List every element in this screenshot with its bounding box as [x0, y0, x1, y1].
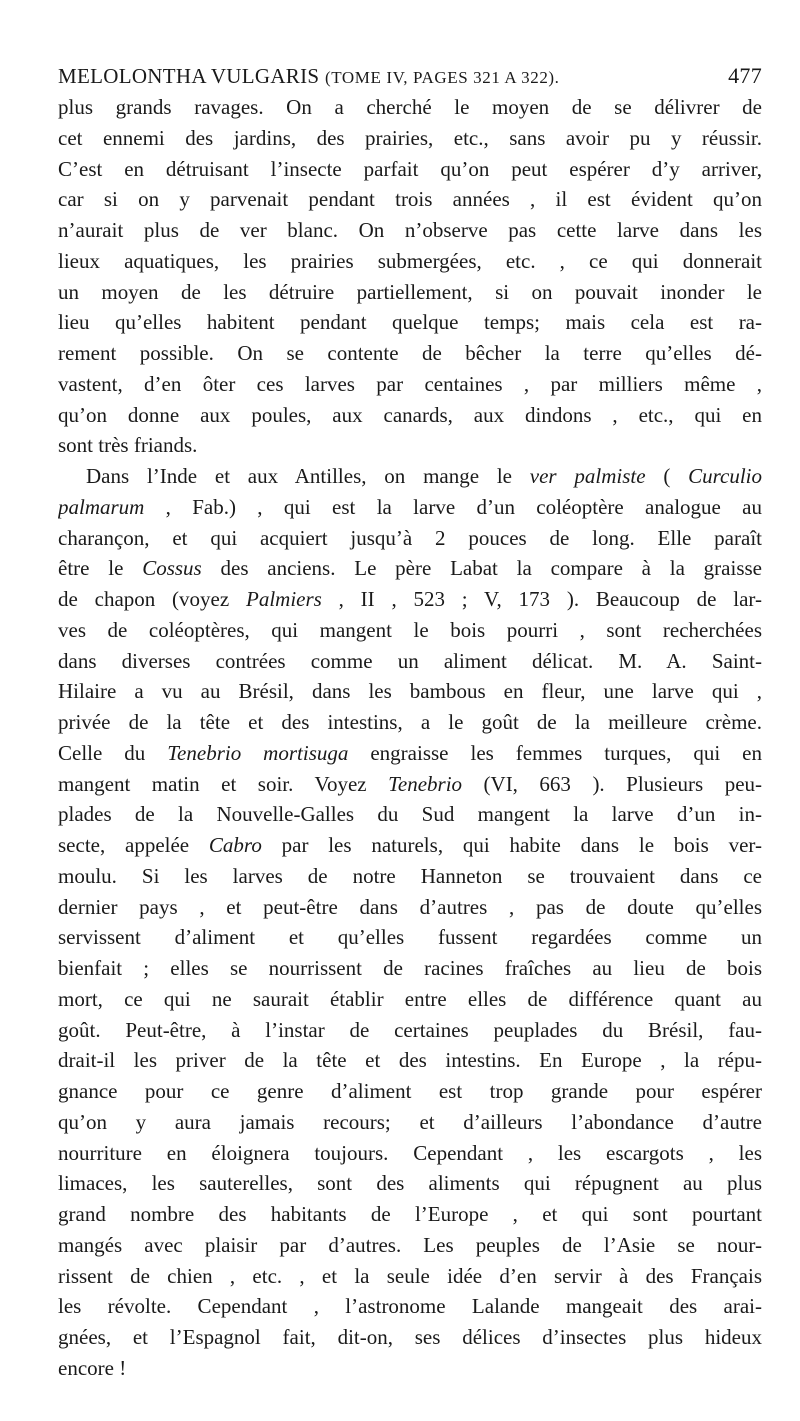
text-line: plus grands ravages. On a cherché le moyen de se délivrer de [58, 95, 762, 119]
line-text: des anciens. Le père Labat la compare à la graisse [201, 556, 762, 581]
text-line [58, 461, 762, 492]
text-line [58, 830, 762, 861]
text-line: goût. Peut-être, à l’instar de certaines peuplades du Brésil, fau- [58, 1017, 762, 1042]
text-line: C’est en détruisant l’insecte parfait qu’on peut espérer d’y arriver, [58, 156, 762, 181]
text-line: les révolte. Cependant , l’astronome Lalande mangeait des arai- [58, 1294, 762, 1319]
text-line: moulu. Si les larves de notre Hanneton se trouvaient dans ce [58, 863, 762, 888]
text-line: palmarum , Fab.) , qui est la larve d’un coléoptère analogue au [58, 494, 762, 519]
header-subtitle: (TOME IV, PAGES 321 A 322). [324, 68, 560, 87]
text-line: gnance pour ce genre d’aliment est trop grande pour espérer [58, 1079, 762, 1103]
book-page [58, 60, 762, 1384]
text-line [58, 584, 762, 615]
text-line: vastent, d’en ôter ces larves par centaines , par milliers même , [58, 371, 762, 396]
italic-term: Tenebrio mortisuga [167, 740, 349, 765]
text-line [58, 553, 762, 584]
header-title: MELOLONTHA VULGARIS [58, 64, 320, 88]
italic-term: Cabro [208, 833, 262, 857]
text-line: n’aurait plus de ver blanc. On n’observe pas cette larve dans les [58, 218, 762, 242]
line-text: Dans l’Inde et aux Antilles, on mange le [86, 464, 530, 488]
text-line: ves de coléoptères, qui mangent le bois pourri , sont recherchées [58, 617, 762, 642]
line-text: être le [58, 556, 143, 581]
line-text: par les naturels, qui habite dans le bois ver- [261, 833, 762, 857]
text-line: gnées, et l’Espagnol fait, dit-on, ses délices d’insectes plus hideux [58, 1325, 762, 1349]
text-line: car si on y parvenait pendant trois années , il est évident qu’on [58, 187, 762, 212]
text-line: cet ennemi des jardins, des prairies, etc., sans avoir pu y réussir. [58, 125, 762, 150]
text-line: servissent d’aliment et qu’elles fussent regardées comme un [58, 925, 762, 950]
body-text [58, 92, 762, 1384]
text-line: lieu qu’elles habitent pendant quelque temps; mais cela est ra- [58, 310, 762, 335]
text-line: rement possible. On se contente de bêcher la terre qu’elles dé- [58, 341, 762, 365]
italic-term: Tenebrio [388, 771, 463, 796]
line-text: secte, appelée [58, 833, 209, 857]
text-line: qu’on donne aux poules, aux canards, aux dindons , etc., qui en [58, 402, 762, 427]
text-line: dernier pays , et peut-être dans d’autres , pas de doute qu’elles [58, 894, 762, 919]
text-line: Hilaire a vu au Brésil, dans les bambous en fleur, une larve qui , [58, 679, 762, 704]
text-line: limaces, les sauterelles, sont des aliments qui répugnent au plus [58, 1171, 762, 1196]
text-line: un moyen de les détruire partiellement, si on pouvait inonder le [58, 279, 762, 304]
text-line: privée de la tête et des intestins, a le goût de la meilleure crème. [58, 710, 762, 734]
italic-term: Curculio [688, 464, 762, 488]
line-text: (VI, 663 ). Plusieurs peu- [462, 771, 762, 796]
line-text: ( [645, 464, 689, 488]
running-head-title [58, 60, 560, 94]
line-text: Celle du [58, 740, 168, 765]
text-line: plades de la Nouvelle-Galles du Sud mangent la larve d’un in- [58, 802, 762, 827]
text-line: sont très friands. [58, 433, 198, 458]
text-line: bienfait ; elles se nourrissent de racines fraîches au lieu de bois [58, 956, 762, 980]
page-number: 477 [728, 63, 762, 88]
text-line: drait-il les priver de la tête et des intestins. En Europe , la répu- [58, 1048, 762, 1073]
text-line: rissent de chien , etc. , et la seule idée d’en servir à des Français [58, 1263, 762, 1288]
line-text: , II , 523 ; V, 173 ). Beaucoup de lar- [321, 587, 762, 611]
text-line: encore ! [58, 1355, 127, 1380]
italic-term: palmarum [58, 494, 145, 519]
text-line: qu’on y aura jamais recours; et d’ailleurs l’abondance d’autre [58, 1109, 762, 1134]
text-line: mangés avec plaisir par d’autres. Les peuples de l’Asie se nour- [58, 1232, 762, 1257]
text-line [58, 769, 762, 800]
text-line: lieux aquatiques, les prairies submergées, etc. , ce qui donnerait [58, 248, 762, 273]
line-text: mangent matin et soir. Voyez [58, 771, 389, 796]
text-line [58, 738, 762, 769]
text-line: dans diverses contrées comme un aliment délicat. M. A. Saint- [58, 648, 762, 673]
line-text: de chapon (voyez [58, 587, 246, 611]
italic-term: Palmiers [246, 587, 322, 611]
text-line: grand nombre des habitants de l’Europe , et qui sont pourtant [58, 1202, 762, 1226]
italic-term: ver palmiste [529, 464, 646, 488]
text-line: nourriture en éloignera toujours. Cependant , les escargots , les [58, 1140, 762, 1165]
italic-term: Cossus [142, 556, 202, 581]
line-text: engraisse les femmes turques, qui en [348, 740, 762, 765]
text-line: mort, ce qui ne saurait établir entre elles de différence quant au [58, 986, 762, 1011]
running-head [58, 60, 762, 92]
text-line: charançon, et qui acquiert jusqu’à 2 pouces de long. Elle paraît [58, 525, 762, 550]
